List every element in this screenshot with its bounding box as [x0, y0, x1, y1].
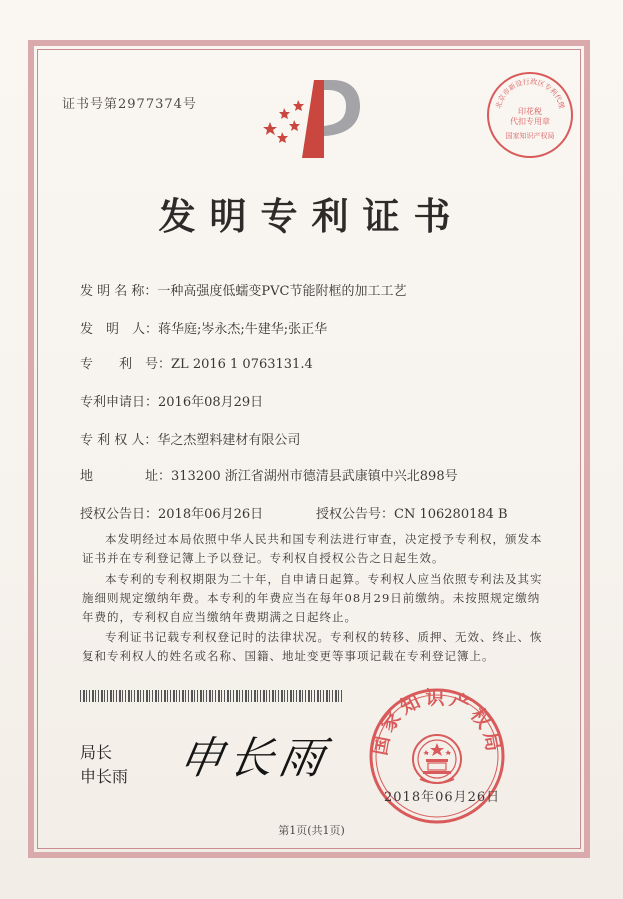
- field-invention-name: [80, 280, 407, 299]
- body-paragraph-1: 本发明经过本局依照中华人民共和国专利法进行审查，决定授予专利权，颁发本证书并在专利登记簿上予以登记。专利权自授权公告之日起生效。: [82, 532, 543, 565]
- field-value: 2018年06月26日: [158, 507, 264, 522]
- field-value: 华之杰塑料建材有限公司: [157, 433, 301, 448]
- field-label: 发 明 名 称：: [80, 284, 158, 299]
- field-grant-date: [80, 503, 263, 522]
- director-title: 局长: [80, 743, 113, 762]
- field-label: 专 利 号：: [80, 357, 172, 372]
- field-value: 蒋华庭;岑永杰;牛建华;张正华: [158, 322, 328, 337]
- tax-stamp-line-1: 印花税: [518, 107, 542, 116]
- tax-stamp-ring-label: 北京市新设行政区专利代理: [494, 77, 566, 110]
- seal-ring-label: 国家知识产权局: [369, 687, 505, 757]
- certificate-number-value: 2977374号: [118, 97, 197, 112]
- tax-stamp-line-2: 代扣专用章: [510, 117, 550, 126]
- field-label: 地 址：: [80, 469, 172, 484]
- body-paragraph-2: 本专利的专利权期限为二十年，自申请日起算。专利权人应当依照专利法及其实施细则规定缴纳年费。本专利的年费应当在每年08月29日前缴纳。未按照规定缴纳年费的，专利权自应当缴纳年费期满之日起终止。: [82, 572, 543, 624]
- field-label: 授权公告日：: [80, 507, 159, 522]
- handwritten-signature: 申长雨: [174, 733, 334, 784]
- field-patent-number: [80, 353, 313, 372]
- field-value: ZL 2016 1 0763131.4: [171, 357, 313, 372]
- field-address: [80, 465, 458, 484]
- field-grant-pub-no: [316, 503, 508, 522]
- body-paragraph-3: 专利证书记载专利权登记时的法律状况。专利权的转移、质押、无效、终止、恢复和专利权人的姓名或名称、国籍、地址变更等事项记载在专利登记簿上。: [82, 630, 543, 663]
- seal-date: 2018年06月26日: [384, 790, 501, 805]
- director-name: 申长雨: [80, 767, 129, 786]
- tax-stamp-bottom: 国家知识产权局: [505, 132, 555, 140]
- field-label: 发 明 人：: [80, 322, 159, 337]
- field-label: 专 利 权 人：: [80, 433, 158, 448]
- certificate-number-label: 证书号第: [62, 97, 119, 112]
- page-footer: 第1页(共1页): [278, 824, 345, 837]
- field-filing-date: [80, 391, 263, 410]
- field-label: 专利申请日：: [80, 395, 159, 410]
- field-value: 2016年08月29日: [158, 395, 264, 410]
- field-patentee: [80, 429, 300, 448]
- field-value: 一种高强度低蠕变PVC节能附框的加工工艺: [157, 284, 407, 299]
- field-label: 授权公告号：: [316, 507, 395, 522]
- national-emblem-icon: [413, 735, 461, 783]
- certificate-number: [62, 93, 197, 112]
- svg-text:北京市新设行政区专利代理: [494, 77, 566, 110]
- barcode: [80, 690, 342, 702]
- cnipa-logo-icon: [262, 72, 362, 164]
- field-value: 313200 浙江省湖州市德清县武康镇中兴北898号: [171, 469, 458, 484]
- field-value: CN 106280184 B: [394, 507, 508, 522]
- certificate-title: 发明专利证书: [158, 194, 465, 238]
- field-inventors: [80, 318, 327, 337]
- tax-stamp-center: [503, 107, 557, 141]
